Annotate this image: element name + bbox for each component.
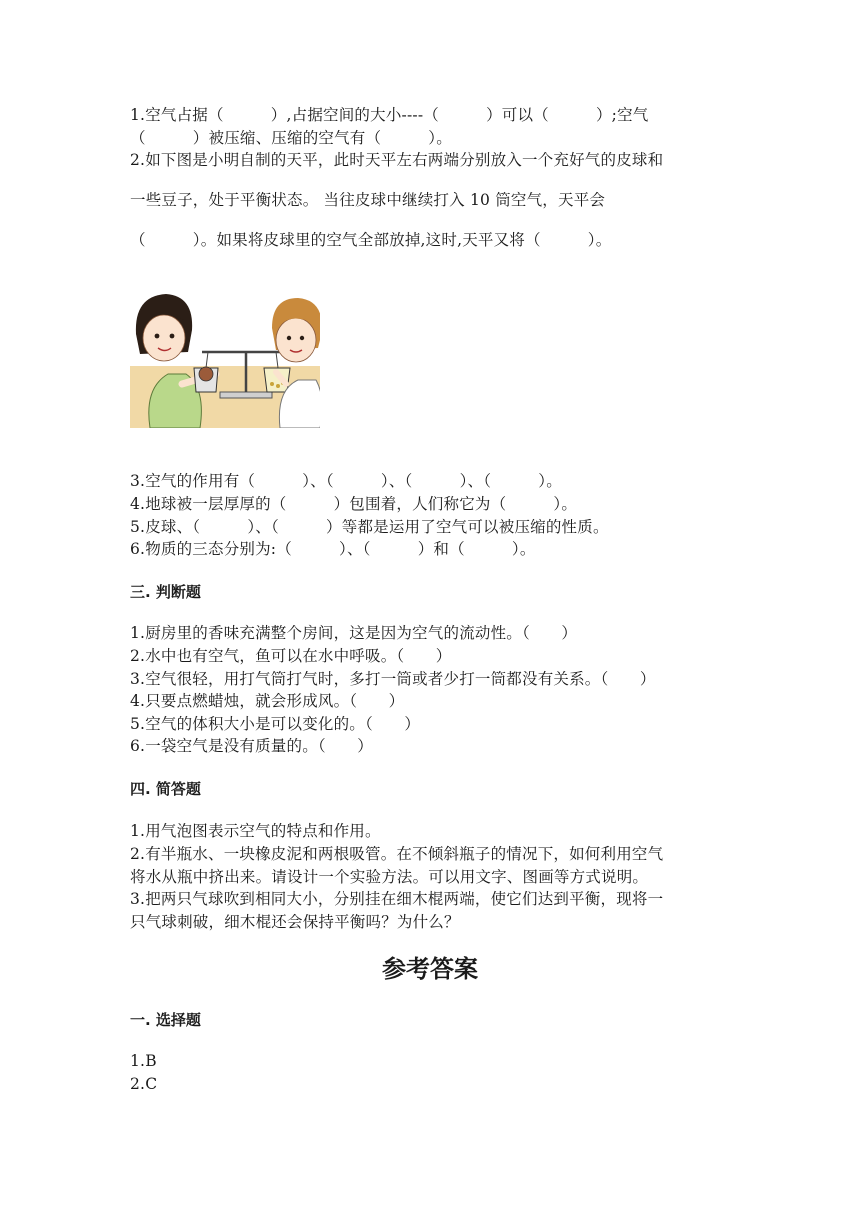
answer-item: 2.C (130, 1075, 158, 1093)
answer-item: 1.B (130, 1052, 157, 1070)
answer-section-title: 一. 选择题 (130, 1011, 201, 1029)
short-answer-line: 1.用气泡图表示空气的特点和作用。 (130, 822, 381, 840)
judgement-section-title: 三. 判断题 (130, 583, 201, 601)
answer-key-title: 参考答案 (382, 955, 478, 983)
question-1-line-1: 1.空气占据（ ）,占据空间的大小----（ ）可以（ ）;空气 (130, 106, 649, 124)
short-answer-line: 2.有半瓶水、一块橡皮泥和两根吸管。在不倾斜瓶子的情况下，如何利用空气 (130, 845, 664, 863)
judgement-item: 4.只要点燃蜡烛，就会形成风。（ ） (130, 692, 405, 710)
judgement-item: 3.空气很轻，用打气筒打气时，多打一筒或者少打一筒都没有关系。（ ） (130, 670, 656, 688)
question-3: 3.空气的作用有（ ）、（ ）、（ ）、（ ）。 (130, 472, 562, 490)
question-1-line-2: （ ）被压缩、压缩的空气有（ ）。 (130, 129, 452, 147)
question-2-line-1: 2.如下图是小明自制的天平，此时天平左右两端分别放入一个充好气的皮球和 (130, 151, 664, 169)
question-2-line-2: 一些豆子，处于平衡状态。 当往皮球中继续打入 10 筒空气，天平会 (130, 191, 606, 209)
judgement-item: 6.一袋空气是没有质量的。（ ） (130, 737, 373, 755)
short-answer-line: 3.把两只气球吹到相同大小，分别挂在细木棍两端，使它们达到平衡，现将一 (130, 890, 664, 908)
question-2-line-3: （ ）。如果将皮球里的空气全部放掉,这时,天平又将（ ）。 (130, 231, 612, 249)
short-answer-line: 只气球刺破，细木棍还会保持平衡吗？为什么？ (130, 913, 460, 931)
short-answer-section-title: 四. 简答题 (130, 780, 201, 798)
short-answer-line: 将水从瓶中挤出来。请设计一个实验方法。可以用文字、图画等方式说明。 (130, 868, 649, 886)
question-6: 6.物质的三态分别为:（ ）、（ ）和（ ）。 (130, 540, 536, 558)
judgement-item: 5.空气的体积大小是可以变化的。（ ） (130, 715, 421, 733)
judgement-item: 1.厨房里的香味充满整个房间，这是因为空气的流动性。（ ） (130, 624, 578, 642)
question-4: 4.地球被一层厚厚的（ ）包围着，人们称它为（ ）。 (130, 495, 578, 513)
question-5: 5.皮球、（ ）、（ ）等都是运用了空气可以被压缩的性质。 (130, 518, 609, 536)
judgement-item: 2.水中也有空气，鱼可以在水中呼吸。（ ） (130, 647, 452, 665)
balance-illustration (130, 288, 320, 428)
